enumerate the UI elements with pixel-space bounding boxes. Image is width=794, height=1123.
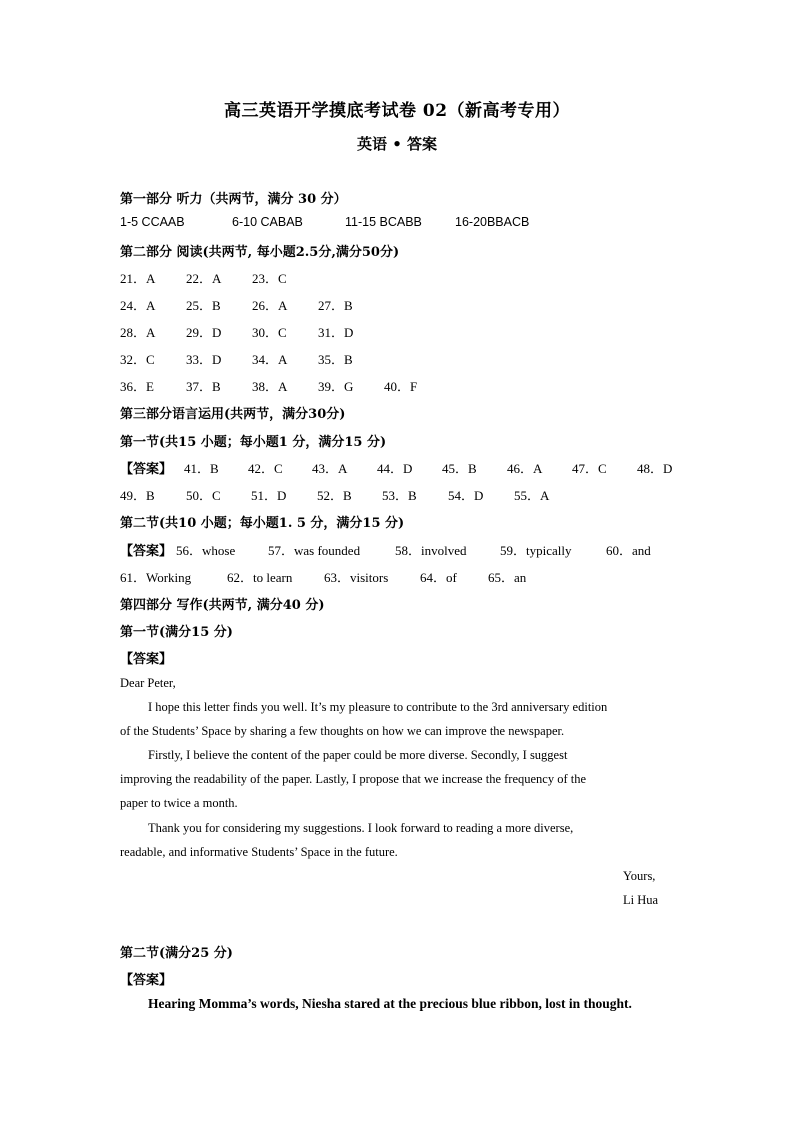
reading-answer: 37．B <box>186 379 221 394</box>
reading-answer: 29．D <box>186 325 222 340</box>
reading-answer: 35．B <box>318 352 353 367</box>
reading-answer: 27．B <box>318 298 353 313</box>
reading-answer: 38．A <box>252 379 288 394</box>
reading-answer: 36．E <box>120 379 154 394</box>
letter-greeting: Dear Peter, <box>120 676 176 690</box>
answer-label: 【答案】 <box>120 544 173 559</box>
letter-line: readable, and informative Students’ Space in the future. <box>120 845 398 859</box>
cloze-answer: 45．B <box>442 461 477 476</box>
cloze-answer: 54．D <box>448 488 484 503</box>
grammar-answer: 60．and <box>606 543 651 558</box>
letter-closing: Yours, <box>623 869 656 883</box>
grammar-answer: 56．whose <box>176 543 236 558</box>
cloze-answer: 43．A <box>312 461 348 476</box>
reading-answer: 33．D <box>186 352 222 367</box>
reading-answer: 40．F <box>384 379 418 394</box>
letter-line: improving the readability of the paper. Lastly, I propose that we increase the frequency of the <box>120 772 587 786</box>
reading-answer: 32．C <box>120 352 155 367</box>
part2-heading: 第二部分 阅读(共两节, 每小题2.5分,满分50分) <box>120 245 400 260</box>
grammar-answer: 63．visitors <box>324 570 389 585</box>
listening-group: 11-15 BCABB <box>345 215 422 229</box>
page-subtitle: 英语 • 答案 <box>356 135 438 153</box>
grammar-answer: 61．Working <box>120 570 192 585</box>
part1-heading: 第一部分 听力（共两节，满分 30 分） <box>120 192 347 207</box>
cloze-answer: 47．C <box>572 461 607 476</box>
cloze-answer: 55．A <box>514 488 550 503</box>
letter-line: I hope this letter finds you well. It’s my pleasure to contribute to the 3rd anniversary edition <box>148 700 608 714</box>
reading-answer: 31．D <box>318 325 354 340</box>
cloze-answer: 48．D <box>637 461 673 476</box>
listening-group: 16-20BBACB <box>455 215 530 229</box>
grammar-answer: 65．an <box>488 570 527 585</box>
reading-answer: 25．B <box>186 298 221 313</box>
part3-section1-heading: 第一节(共15 小题；每小题1 分，满分15 分) <box>120 435 387 450</box>
continuation-sentence: Hearing Momma’s words, Niesha stared at the precious blue ribbon, lost in thought. <box>148 996 632 1011</box>
grammar-answer: 57．was founded <box>268 543 361 558</box>
part3-heading: 第三部分语言运用(共两节，满分30分) <box>120 407 346 422</box>
cloze-answer: 41．B <box>184 461 219 476</box>
cloze-answer: 52．B <box>317 488 352 503</box>
grammar-answer: 62．to learn <box>227 570 293 585</box>
reading-answer: 28．A <box>120 325 156 340</box>
page-title: 高三英语开学摸底考试卷 02（新高考专用） <box>223 101 571 121</box>
reading-answer: 23．C <box>252 271 287 286</box>
part4-heading: 第四部分 写作(共两节, 满分40 分) <box>120 598 325 613</box>
answer-label: 【答案】 <box>120 652 173 667</box>
cloze-answer: 46．A <box>507 461 543 476</box>
reading-answer: 24．A <box>120 298 156 313</box>
listening-group: 6-10 CABAB <box>232 215 303 229</box>
grammar-answer: 59．typically <box>500 543 572 558</box>
letter-line: Firstly, I believe the content of the paper could be more diverse. Secondly, I suggest <box>148 748 568 762</box>
grammar-answer: 64．of <box>420 570 457 585</box>
cloze-answer: 44．D <box>377 461 413 476</box>
letter-line: Thank you for considering my suggestions. I look forward to reading a more diverse, <box>148 821 574 835</box>
grammar-answer: 58．involved <box>395 543 467 558</box>
cloze-answer: 53．B <box>382 488 417 503</box>
cloze-answer: 49．B <box>120 488 155 503</box>
cloze-answer: 51．D <box>251 488 287 503</box>
reading-answer: 34．A <box>252 352 288 367</box>
part3-section2-heading: 第二节(共10 小题；每小题1. 5 分，满分15 分) <box>120 516 405 531</box>
letter-line: paper to twice a month. <box>120 796 238 810</box>
letter-signature: Li Hua <box>623 893 659 907</box>
cloze-answer: 50．C <box>186 488 221 503</box>
reading-answer: 26．A <box>252 298 288 313</box>
reading-answer: 21．A <box>120 271 156 286</box>
reading-answer: 22．A <box>186 271 222 286</box>
reading-answer: 39．G <box>318 379 354 394</box>
part4-section1-heading: 第一节(满分15 分) <box>120 625 233 640</box>
reading-answer: 30．C <box>252 325 287 340</box>
part4-section2-heading: 第二节(满分25 分) <box>120 946 233 961</box>
cloze-answer: 42．C <box>248 461 283 476</box>
answer-label: 【答案】 <box>120 462 173 477</box>
answer-label: 【答案】 <box>120 973 173 988</box>
letter-line: of the Students’ Space by sharing a few thoughts on how we can improve the newspaper. <box>120 724 565 738</box>
listening-group: 1-5 CCAAB <box>120 215 185 229</box>
